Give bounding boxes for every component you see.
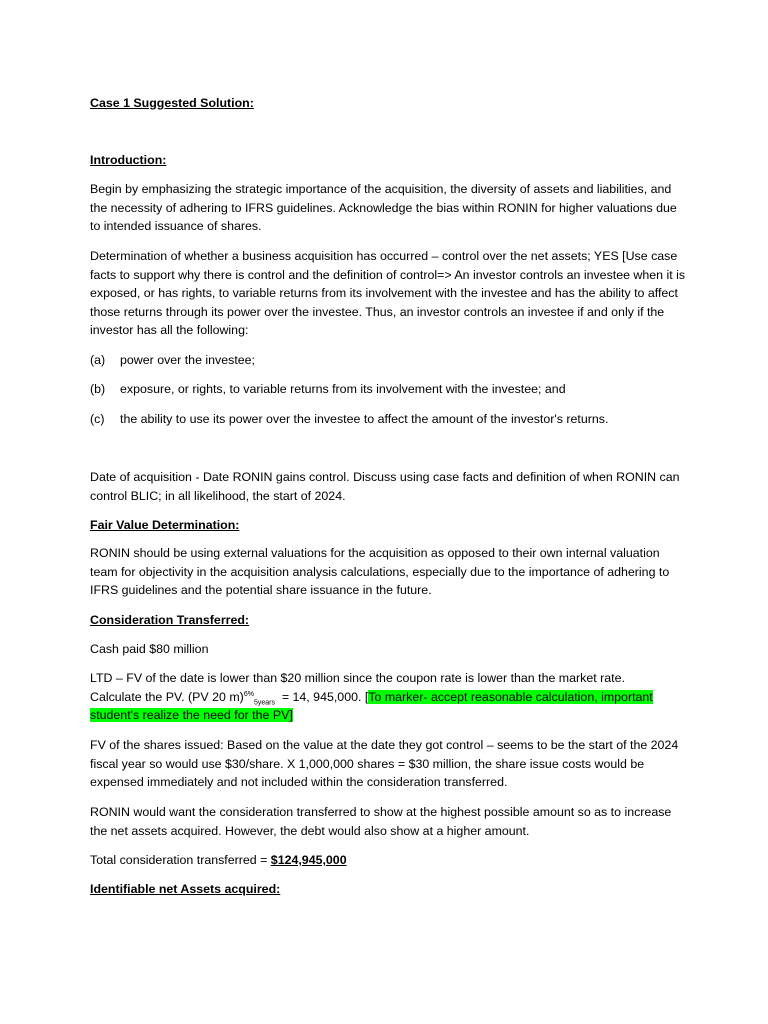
shares-issued-paragraph: FV of the shares issued: Based on the value at the date they got control – seems to be the start of the 2024 fiscal year so would use $30/share. X 1,000,000 shares = $30 million, the share issue costs would be expensed immediately and not included within the consideration transferred. <box>90 738 679 790</box>
introduction-paragraph-1: Begin by emphasizing the strategic importance of the acquisition, the diversity of assets and liabilities, and the necessity of adhering to IFRS guidelines. Acknowledge the bias within RONIN for higher valuations due to intended issuance of shares. <box>90 182 677 234</box>
total-consideration-label: Total consideration transferred = <box>90 853 271 867</box>
total-consideration-value: $124,945,000 <box>270 853 347 867</box>
consideration-transferred-heading: Consideration Transferred: <box>90 613 250 627</box>
ltd-rate-superscript: 6% <box>243 690 254 698</box>
introduction-heading: Introduction: <box>90 153 167 167</box>
marker-note-highlight: To marker- accept reasonable calculation, important student's realize the need for the PV] <box>90 689 653 723</box>
ronin-consideration-paragraph: RONIN would want the consideration transferred to show at the highest possible amount so as to increase the net assets acquired. However, the debt would also show at a higher amount. <box>90 805 672 838</box>
fair-value-heading: Fair Value Determination: <box>90 518 240 532</box>
ltd-line-1: LTD – FV of the date is lower than $20 million since the coupon rate is lower than the market rate. <box>90 671 625 685</box>
introduction-paragraph-2: Determination of whether a business acquisition has occurred – control over the net assets; YES [Use case facts to support why there is control and the definition of control=> An investor controls an investee when it is exposed, or has rights, to variable returns from its involvement with the investee and has the ability to affect those returns through its power over the investee. Thus, an investor controls an investee if and only if the investor has all the following: <box>90 249 686 338</box>
list-item <box>90 380 686 399</box>
identifiable-net-assets-heading: Identifiable net Assets acquired: <box>90 882 281 896</box>
list-item-label: (a) <box>90 353 106 367</box>
document-title: Case 1 Suggested Solution: <box>90 96 254 110</box>
ltd-term-subscript: 5years <box>253 699 275 707</box>
list-item-label: (b) <box>90 382 106 396</box>
list-item-text: exposure, or rights, to variable returns from its involvement with the investee; and <box>120 382 566 396</box>
total-consideration-line <box>90 851 686 870</box>
list-item <box>90 410 686 429</box>
list-item-text: power over the investee; <box>120 353 255 367</box>
list-item-label: (c) <box>90 412 105 426</box>
list-item-text: the ability to use its power over the investee to affect the amount of the investor's returns. <box>120 412 609 426</box>
date-of-acquisition-paragraph: Date of acquisition - Date RONIN gains control. Discuss using case facts and definition of when RONIN can control BLIC; in all likelihood, the start of 2024. <box>90 470 680 503</box>
cash-paid-paragraph: Cash paid $80 million <box>90 642 209 656</box>
fair-value-paragraph: RONIN should be using external valuations for the acquisition as opposed to their own internal valuation team for objectivity in the acquisition analysis calculations, especially due to the importance of adhering to IFRS guidelines and the potential share issuance in the future. <box>90 546 670 598</box>
ltd-paragraph <box>90 669 686 725</box>
ltd-result-text: = 14, 945,000. [ <box>274 689 369 704</box>
list-item <box>90 351 686 370</box>
ltd-calc-text: Calculate the PV. (PV 20 m) <box>90 689 244 704</box>
ltd-line-2 <box>90 688 686 725</box>
